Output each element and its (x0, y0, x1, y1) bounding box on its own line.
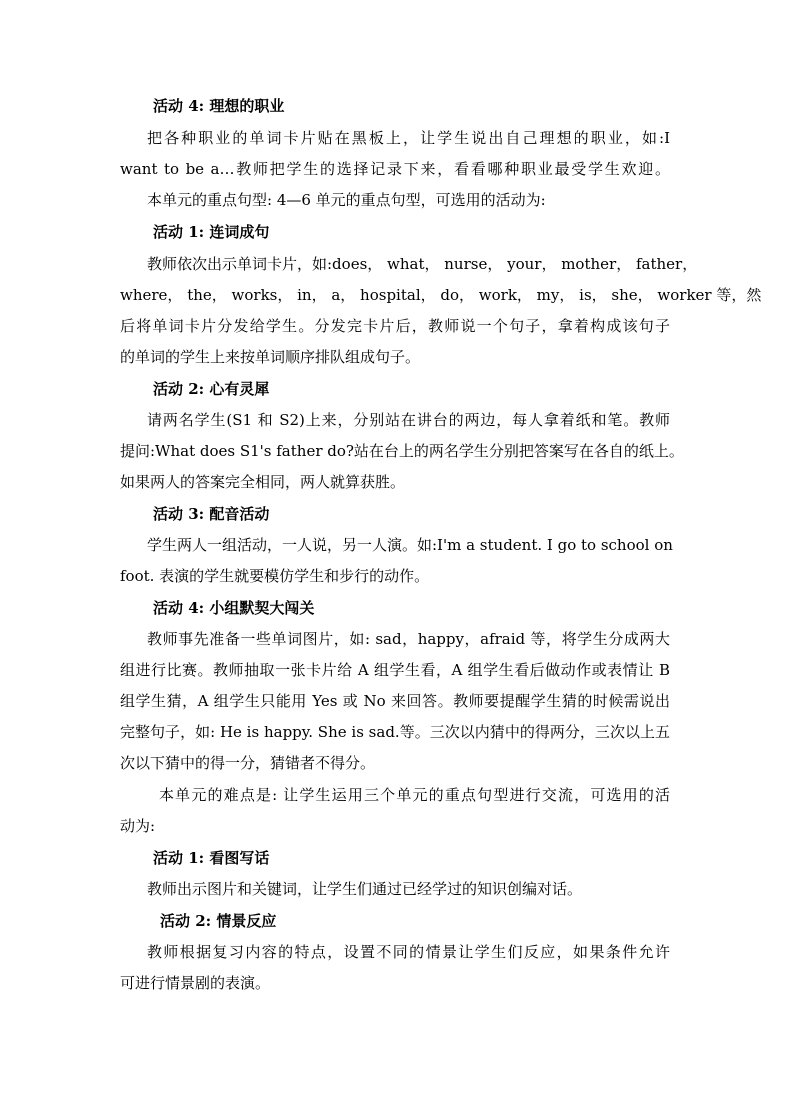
activity-heading: 活动 4: 小组默契大闯关 (153, 599, 315, 617)
paragraph-line: foot. 表演的学生就要模仿学生和步行的动作。 (120, 567, 430, 585)
paragraph-line: 次以下猜中的得一分，猜错者不得分。 (120, 754, 376, 772)
paragraph-line: 学生两人一组活动，一人说，另一人演。如:I'm a student. I go to school on (147, 536, 673, 554)
activity-heading: 活动 2: 心有灵犀 (153, 380, 270, 398)
paragraph-line: 教师事先准备一些单词图片，如: sad，happy，afraid 等，将学生分成两大 (147, 630, 670, 648)
paragraph-line: 的单词的学生上来按单词顺序排队组成句子。 (120, 348, 421, 366)
paragraph-line: 教师根据复习内容的特点，设置不同的情景让学生们反应，如果条件允许 (147, 943, 670, 961)
paragraph-line: 组学生猜，A 组学生只能用 Yes 或 No 来回答。教师要提醒学生猜的时候需说出 (120, 692, 670, 710)
activity-heading: 活动 4: 理想的职业 (153, 97, 285, 115)
paragraph-line: 把各种职业的单词卡片贴在黑板上，让学生说出自己理想的职业，如:I (147, 129, 670, 147)
paragraph-line: 如果两人的答案完全相同，两人就算获胜。 (120, 473, 406, 491)
paragraph-line: 请两名学生(S1 和 S2)上来，分别站在讲台的两边，每人拿着纸和笔。教师 (147, 411, 670, 429)
paragraph-line: 动为: (120, 817, 156, 835)
paragraph-line: 组进行比赛。教师抽取一张卡片给 A 组学生看，A 组学生看后做动作或表情让 B (120, 661, 670, 679)
paragraph-line: 教师依次出示单词卡片，如:does， what， nurse， your， mother， father， (147, 255, 698, 273)
paragraph-line: where， the， works， in， a， hospital， do， work， my， is， she， worker 等，然 (120, 286, 762, 304)
paragraph-line: 可进行情景剧的表演。 (120, 974, 271, 992)
paragraph-line: 后将单词卡片分发给学生。分发完卡片后，教师说一个句子，拿着构成该句子 (120, 317, 670, 335)
activity-heading: 活动 2: 情景反应 (160, 912, 277, 930)
paragraph-line: 提问:What does S1's father do?站在台上的两名学生分别把答案写在各自的纸上。 (120, 442, 684, 460)
paragraph-line: 本单元的重点句型: 4—6 单元的重点句型，可选用的活动为: (147, 191, 546, 209)
paragraph-line: want to be a…教师把学生的选择记录下来，看看哪种职业最受学生欢迎。 (120, 160, 670, 178)
activity-heading: 活动 1: 连词成句 (153, 223, 270, 241)
activity-heading: 活动 3: 配音活动 (153, 505, 270, 523)
paragraph-line: 完整句子，如: He is happy. She is sad.等。三次以内猜中的得两分，三次以上五 (120, 723, 670, 741)
activity-heading: 活动 1: 看图写话 (153, 849, 270, 867)
paragraph-line: 本单元的难点是: 让学生运用三个单元的重点句型进行交流，可选用的活 (159, 786, 670, 804)
paragraph-line: 教师出示图片和关键词，让学生们通过已经学过的知识创编对话。 (147, 880, 583, 898)
